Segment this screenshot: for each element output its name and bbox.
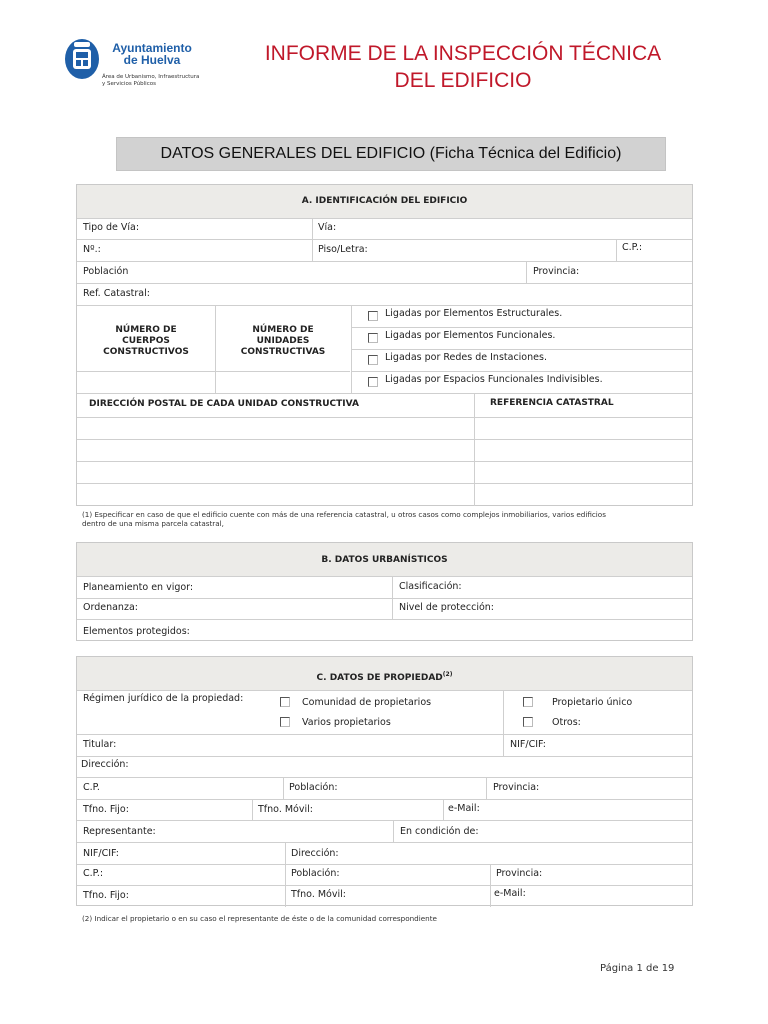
en-condicion-label: En condición de: bbox=[400, 826, 479, 837]
section-c-heading: C. DATOS DE PROPIEDAD$^{(2)}$ bbox=[77, 657, 692, 691]
numero-label: Nº.: bbox=[83, 244, 101, 255]
representante-provincia-label: Provincia: bbox=[496, 868, 543, 879]
title-line1: INFORME DE LA INSPECCIÓN TÉCNICA bbox=[264, 42, 662, 65]
logo-title-line2: de Huelva bbox=[123, 53, 181, 67]
varios-propietarios-label: Varios propietarios bbox=[302, 717, 391, 728]
representante-nif-label: NIF/CIF: bbox=[83, 848, 119, 859]
ligadas-estructurales-label: Ligadas por Elementos Estructurales. bbox=[385, 308, 563, 319]
ordenanza-label: Ordenanza: bbox=[83, 602, 138, 613]
section-b-table bbox=[76, 542, 693, 641]
referencia-catastral-header: REFERENCIA CATASTRAL bbox=[490, 398, 614, 408]
ligadas-espacios-checkbox[interactable] bbox=[368, 377, 378, 387]
representante-email-label: e-Mail: bbox=[494, 888, 526, 899]
ligadas-redes-checkbox[interactable] bbox=[368, 355, 378, 365]
ligadas-funcionales-label: Ligadas por Elementos Funcionales. bbox=[385, 330, 556, 341]
coat-of-arms-icon bbox=[64, 36, 100, 80]
representante-label: Representante: bbox=[83, 826, 156, 837]
otros-label: Otros: bbox=[552, 717, 581, 728]
section-b-heading: B. DATOS URBANÍSTICOS bbox=[77, 543, 692, 577]
ref-catastral-label: Ref. Catastral: bbox=[83, 288, 150, 299]
cp-label: C.P.: bbox=[622, 242, 643, 253]
titular-tfijo-label: Tfno. Fijo: bbox=[83, 804, 129, 815]
document-title bbox=[200, 40, 726, 94]
piso-letra-label: Piso/Letra: bbox=[318, 244, 368, 255]
otros-checkbox[interactable] bbox=[523, 717, 533, 727]
section-banner: DATOS GENERALES DEL EDIFICIO (Ficha Técnica del Edificio) bbox=[116, 137, 666, 171]
comunidad-propietarios-checkbox[interactable] bbox=[280, 697, 290, 707]
numero-cuerpos-header: NÚMERO DE CUERPOS CONSTRUCTIVOS bbox=[103, 325, 189, 357]
direccion-postal-header: DIRECCIÓN POSTAL DE CADA UNIDAD CONSTRUCTIVA bbox=[89, 399, 359, 409]
representante-cp-label: C.P.: bbox=[83, 868, 104, 879]
titular-label: Titular: bbox=[83, 739, 117, 750]
nivel-proteccion-label: Nivel de protección: bbox=[399, 602, 494, 613]
title-line2: DEL EDIFICIO bbox=[394, 69, 532, 92]
provincia-label: Provincia: bbox=[533, 266, 580, 277]
page-number: Página 1 de 19 bbox=[600, 963, 675, 974]
titular-direccion-label: Dirección: bbox=[81, 759, 129, 770]
propietario-unico-checkbox[interactable] bbox=[523, 697, 533, 707]
representante-tmovil-label: Tfno. Móvil: bbox=[291, 889, 346, 900]
representante-tfijo-label: Tfno. Fijo: bbox=[83, 890, 129, 901]
regimen-juridico-label: Régimen jurídico de la propiedad: bbox=[83, 693, 244, 704]
titular-nif-label: NIF/CIF: bbox=[510, 739, 546, 750]
logo-subtitle-line1: Área de Urbanismo, Infraestructura bbox=[102, 74, 200, 80]
ligadas-funcionales-checkbox[interactable] bbox=[368, 333, 378, 343]
representante-direccion-label: Dirección: bbox=[291, 848, 339, 859]
titular-email-label: e-Mail: bbox=[448, 803, 480, 814]
tipo-via-label: Tipo de Vía: bbox=[83, 222, 140, 233]
elementos-protegidos-label: Elementos protegidos: bbox=[83, 626, 190, 637]
titular-poblacion-label: Población: bbox=[289, 782, 338, 793]
note-1: (1) Especificar en caso de que el edificio cuente con más de una referencia catastral, u otros casos como complejos inmobiliarios, varios edificios dentro de una misma parcela catastral, bbox=[82, 510, 606, 528]
ligadas-estructurales-checkbox[interactable] bbox=[368, 311, 378, 321]
comunidad-propietarios-label: Comunidad de propietarios bbox=[302, 697, 432, 708]
numero-unidades-header: NÚMERO DE UNIDADES CONSTRUCTIVAS bbox=[240, 325, 326, 357]
representante-poblacion-label: Población: bbox=[291, 868, 340, 879]
varios-propietarios-checkbox[interactable] bbox=[280, 717, 290, 727]
ligadas-redes-label: Ligadas por Redes de Instaciones. bbox=[385, 352, 547, 363]
planeamiento-label: Planeamiento en vigor: bbox=[83, 582, 194, 593]
section-a-table bbox=[76, 184, 693, 506]
clasificacion-label: Clasificación: bbox=[399, 581, 462, 592]
titular-provincia-label: Provincia: bbox=[493, 782, 540, 793]
poblacion-label: Población bbox=[83, 266, 129, 277]
ligadas-espacios-label: Ligadas por Espacios Funcionales Indivisibles. bbox=[385, 374, 603, 385]
section-c-table bbox=[76, 656, 693, 906]
titular-cp-label: C.P. bbox=[83, 782, 100, 793]
logo-title-line1: Ayuntamiento bbox=[112, 41, 192, 55]
logo-subtitle-line2: y Servicios Públicos bbox=[102, 81, 156, 87]
section-a-heading: A. IDENTIFICACIÓN DEL EDIFICIO bbox=[77, 185, 692, 219]
note-2: (2) Indicar el propietario o en su caso el representante de éste o de la comunidad correspondiente bbox=[82, 914, 437, 923]
titular-tmovil-label: Tfno. Móvil: bbox=[258, 804, 313, 815]
via-label: Vía: bbox=[318, 222, 337, 233]
propietario-unico-label: Propietario único bbox=[552, 697, 633, 708]
